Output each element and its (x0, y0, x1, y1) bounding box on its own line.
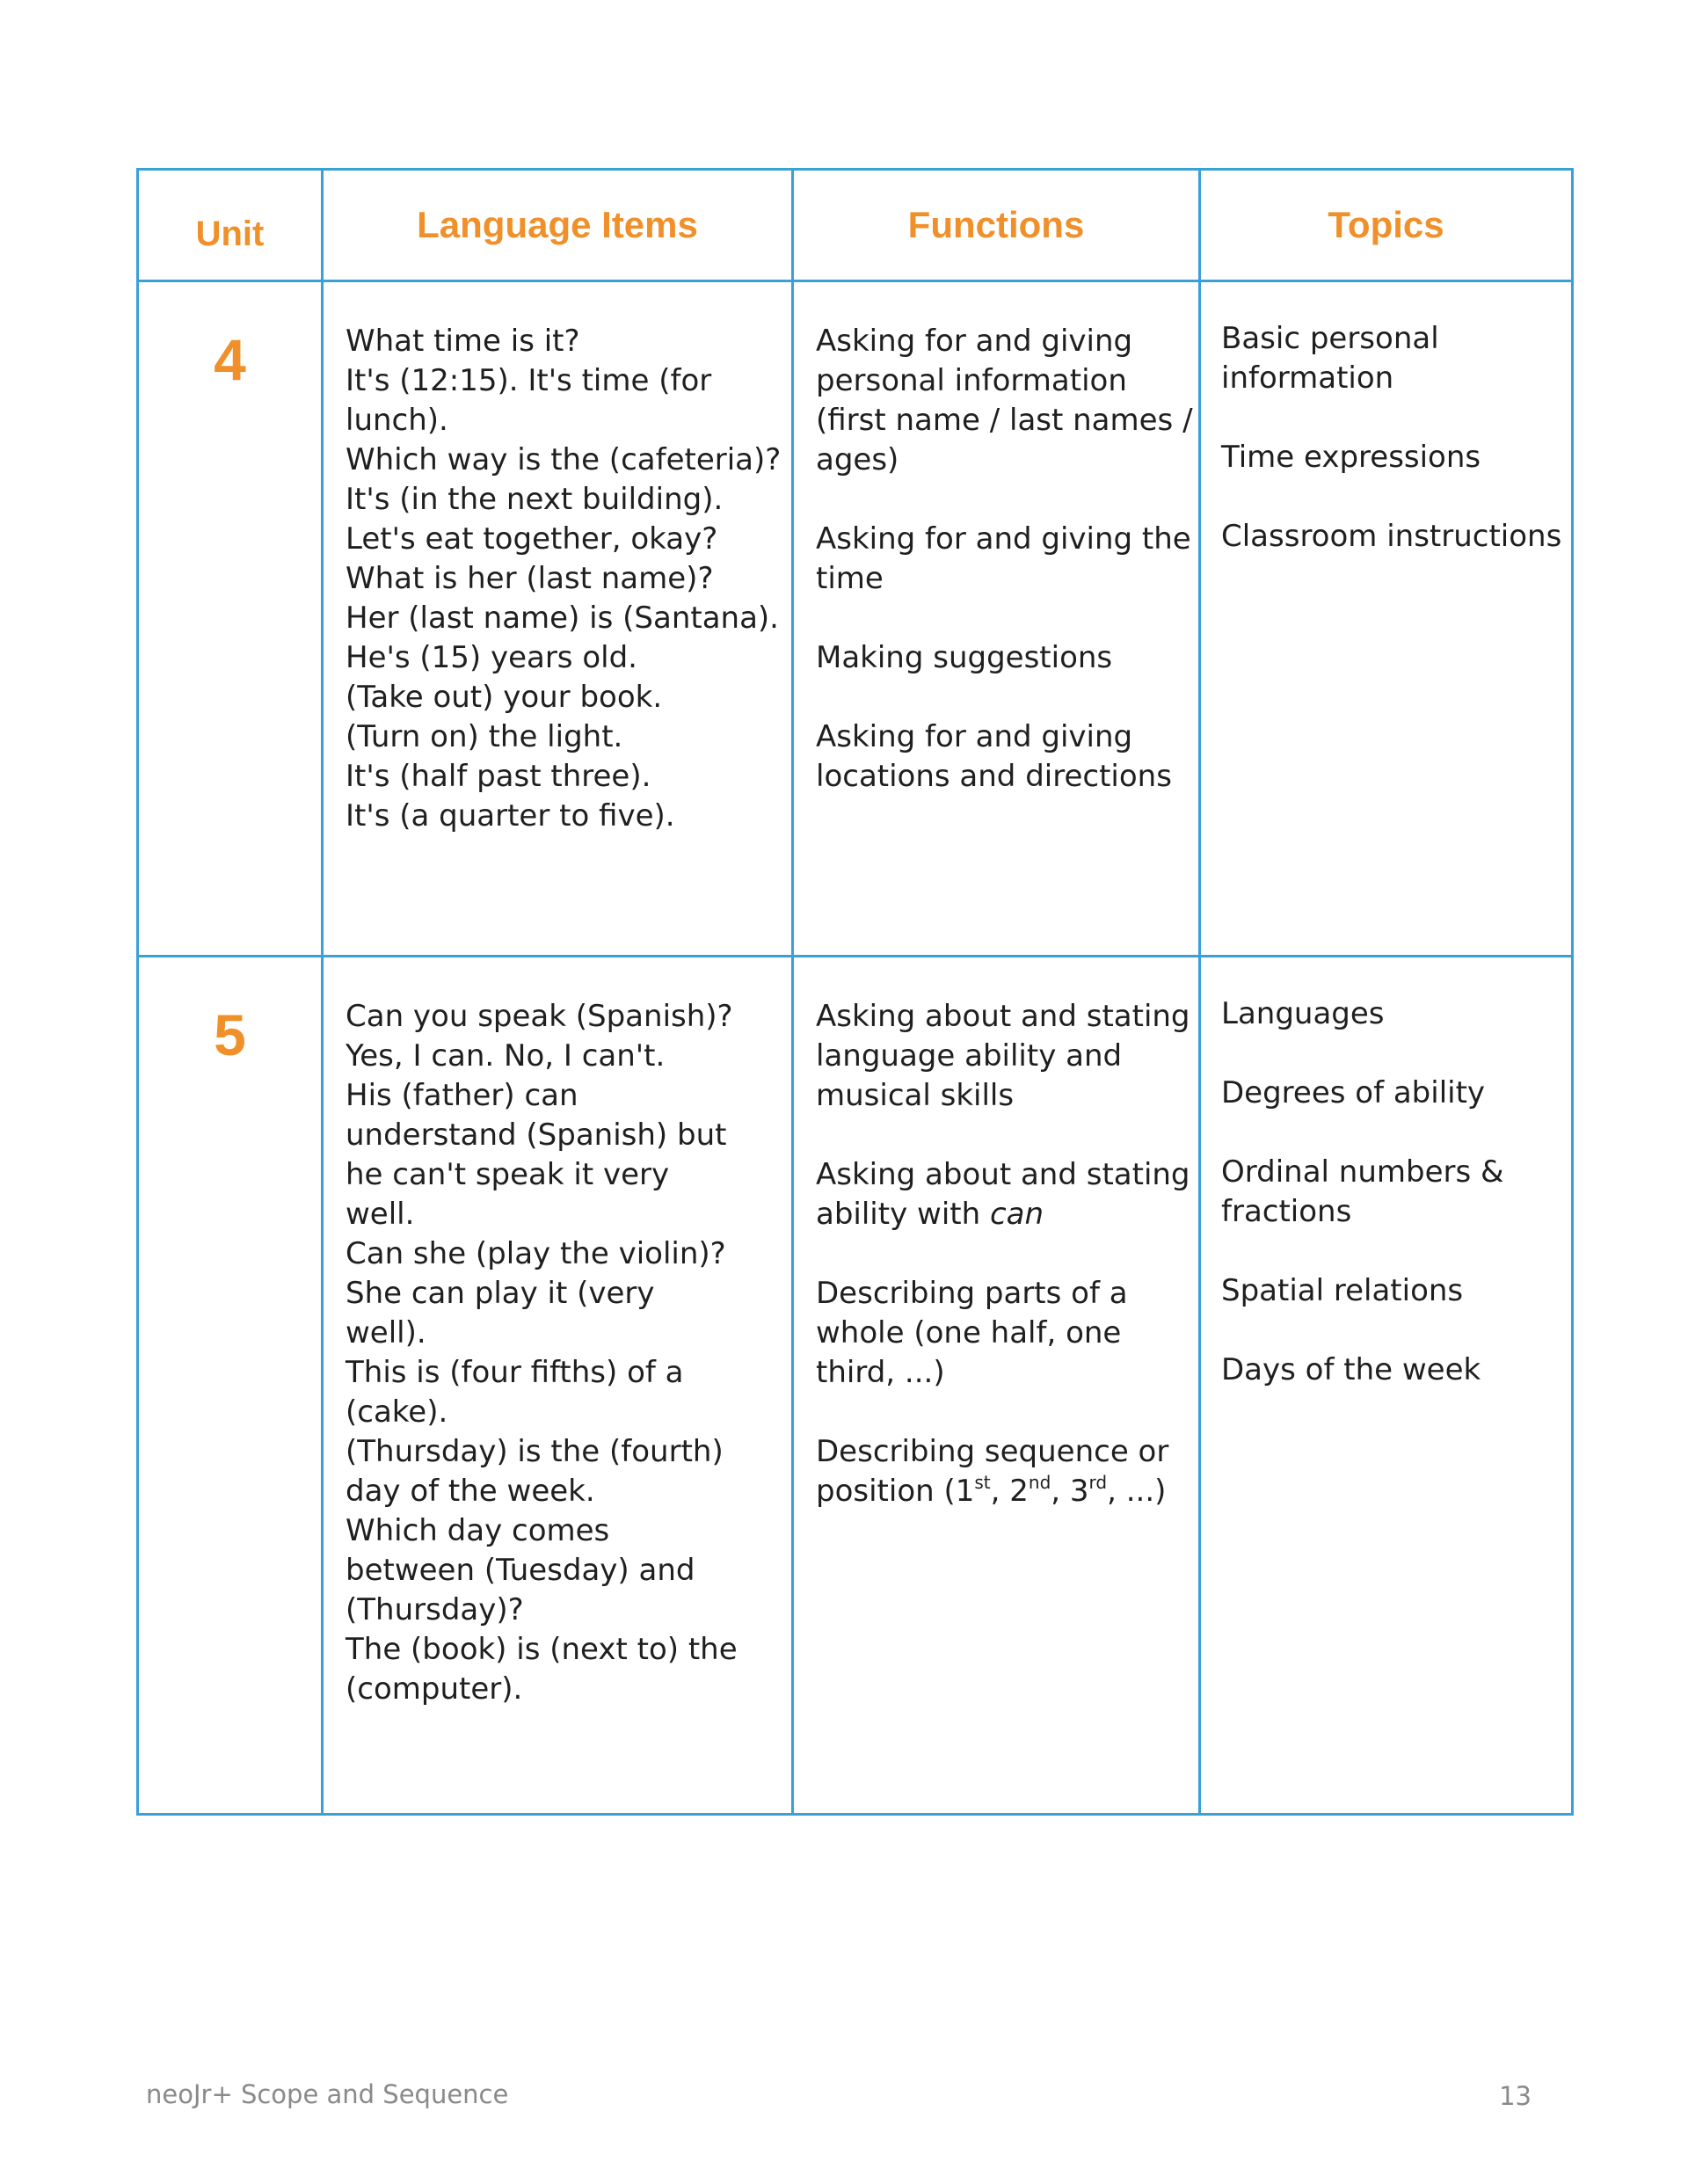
language-item: It's (half past three). (346, 759, 651, 794)
function-text: Asking about and stating ability with (816, 1157, 1190, 1232)
topic-item: Spatial relations (1221, 1273, 1464, 1308)
topic-item: Classroom instructions (1221, 519, 1562, 554)
unit-number: 5 (138, 957, 323, 1815)
language-item: (cake). (346, 1394, 448, 1430)
ordinal-suffix: st (974, 1472, 991, 1493)
language-item: well). (346, 1315, 426, 1350)
function-text: , 2 (990, 1474, 1029, 1509)
language-item: (Thursday)? (346, 1592, 524, 1627)
header-topics: Topics (1200, 170, 1573, 281)
table-row (138, 281, 1573, 957)
topic-item: Days of the week (1221, 1352, 1481, 1387)
language-items-cell (323, 957, 793, 1815)
topics-cell (1200, 957, 1573, 1815)
language-item: (Thursday) is the (fourth) (346, 1434, 724, 1469)
function-item (816, 1432, 1195, 1511)
language-item: His (father) can (346, 1078, 578, 1113)
language-items-cell (323, 281, 793, 957)
function-emphasis: can (989, 1197, 1044, 1232)
function-item (816, 1155, 1195, 1234)
functions-cell (793, 957, 1200, 1815)
topic-item: Ordinal numbers & fractions (1221, 1154, 1504, 1229)
language-item: Which day comes (346, 1513, 610, 1548)
language-item: (computer). (346, 1671, 523, 1707)
topic-item: Time expressions (1221, 440, 1481, 475)
topic-item: Basic personal information (1221, 321, 1439, 396)
function-item: Making suggestions (816, 640, 1113, 675)
language-item: between (Tuesday) and (346, 1553, 695, 1588)
language-item: What is her (last name)? (346, 561, 714, 596)
header-functions: Functions (793, 170, 1200, 281)
function-item: Describing parts of a whole (one half, one third, ...) (816, 1276, 1128, 1390)
language-item: It's (12:15). It's time (for (346, 363, 712, 398)
table-row (138, 957, 1573, 1815)
function-item: Asking about and stating language ability and musical skills (816, 999, 1190, 1113)
language-item: Let's eat together, okay? (346, 521, 718, 557)
language-item: he can't speak it very (346, 1157, 670, 1192)
language-item: (Turn on) the light. (346, 719, 623, 754)
language-item: The (book) is (next to) the (346, 1632, 738, 1667)
function-text: , ...) (1107, 1474, 1167, 1509)
language-item: It's (a quarter to five). (346, 798, 675, 834)
table-header-row (138, 170, 1573, 281)
unit-number: 4 (138, 281, 323, 957)
language-item: Can you speak (Spanish)? (346, 999, 733, 1034)
language-item: Can she (play the violin)? (346, 1236, 726, 1271)
function-item: Asking for and giving personal information (first name / last names / ages) (816, 324, 1193, 477)
language-item: understand (Spanish) but (346, 1117, 727, 1153)
language-item: (Take out) your book. (346, 680, 663, 715)
scope-sequence-table (136, 168, 1574, 1816)
topic-item: Languages (1221, 996, 1385, 1031)
language-item: Her (last name) is (Santana). (346, 601, 779, 636)
language-item: Yes, I can. No, I can't. (346, 1038, 666, 1074)
function-text: Describing sequence or position (1 (816, 1434, 1169, 1509)
page-number: 13 (1499, 2081, 1532, 2111)
ordinal-suffix: rd (1088, 1472, 1108, 1493)
header-language-items: Language Items (323, 170, 793, 281)
function-text: , 3 (1051, 1474, 1089, 1509)
function-item: Asking for and giving the time (816, 521, 1191, 596)
language-item: day of the week. (346, 1474, 595, 1509)
header-unit: Unit (138, 170, 323, 281)
language-item: She can play it (very (346, 1276, 655, 1311)
language-item: What time is it? (346, 324, 580, 359)
language-item: He's (15) years old. (346, 640, 637, 675)
language-item: lunch). (346, 403, 448, 438)
functions-cell (793, 281, 1200, 957)
language-item: It's (in the next building). (346, 482, 724, 517)
language-item: Which way is the (cafeteria)? (346, 442, 782, 477)
footer-title: neoJr+ Scope and Sequence (146, 2079, 509, 2109)
language-item: This is (four fifths) of a (346, 1355, 684, 1390)
ordinal-suffix: nd (1028, 1472, 1051, 1493)
function-item: Asking for and giving locations and directions (816, 719, 1172, 794)
topics-cell (1200, 281, 1573, 957)
language-item: well. (346, 1197, 415, 1232)
topic-item: Degrees of ability (1221, 1075, 1486, 1110)
